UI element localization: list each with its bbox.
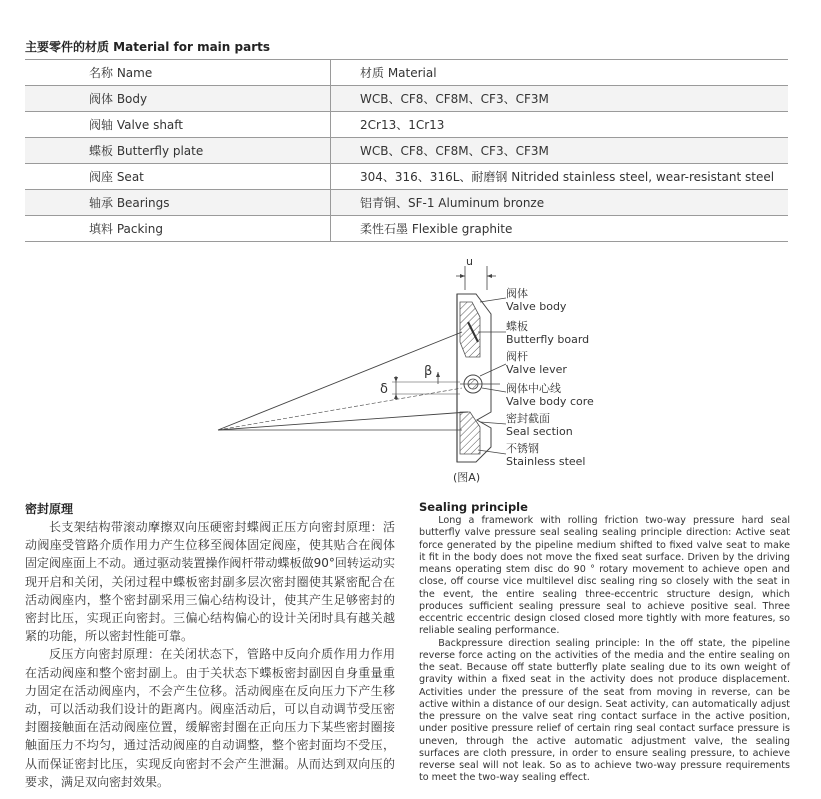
zh-paragraph: 反压方向密封原理：在关闭状态下，管路中反向介质作用力作用在活动阀座和整个密封副上。由于关状态下蝶板密封副因自身重量重力固定在活动阀座内，不会产生位移。活动阀座在反向压力下产生移动，可以活动我们设计的距离内。阀座活动后，可以自动调节受压密封圈接触面在活动阀座位置，缓解密封圈在正向压力下某些密封圈接触面压力不均匀，通过活动阀座的自动调整，整个密封面均不受压，从而保证密封比压，实现反向密封不会产生泄漏。从而达到双向压的要求，满足双向密封效果。 [25, 647, 395, 789]
diagram-label-en: Valve body core [506, 395, 594, 408]
diagram-label-en: Stainless steel [506, 455, 586, 468]
zh-paragraph: 长支架结构带滚动摩擦双向压硬密封蝶阀正压方向密封原理：活动阀座受管路介质作用力产生位移至阀体固定阀座，使其贴合在阀体固定阀座面上不动。通过驱动装置操作阀杆带动蝶板做90°回转运动实现开启和关闭，关闭过程中蝶板密封副多层次密封圈使其紧密配合在活动阀座内，整个密封副采用三偏心结构设计，使其产生足够密封的密封比压，实现正向密封。三偏心结构偏心的设计关闭时具有越关越紧的功能，所以密封性能可靠。 [25, 520, 395, 644]
diagram-label [506, 442, 585, 468]
seal-diagram [210, 255, 630, 492]
diagram-label-zh: 密封截面 [506, 412, 550, 425]
diagram-label-zh: 阀体 [506, 287, 528, 300]
part-name-cell: 轴承 Bearings [25, 190, 331, 216]
table-header-row [25, 60, 788, 86]
part-material-cell: 柔性石墨 Flexible graphite [331, 216, 789, 242]
diagram-label [506, 350, 567, 376]
angle-beta-symbol: β [424, 364, 433, 379]
table-row [25, 190, 788, 216]
zh-sealing-title: 密封原理 [25, 502, 74, 516]
diagram-label-zh: 不锈钢 [506, 442, 539, 455]
diagram-label-en: Valve body [506, 300, 567, 313]
offset-delta-symbol: δ [380, 382, 388, 397]
part-name-cell: 阀体 Body [25, 86, 331, 112]
diagram-label-zh: 阀体中心线 [506, 382, 561, 395]
part-material-cell: 304、316、316L、耐磨钢 Nitrided stainless steel, wear-resistant steel [331, 164, 789, 190]
diagram-label [506, 382, 594, 408]
materials-table [25, 59, 788, 242]
table-row [25, 86, 788, 112]
part-name-cell: 填料 Packing [25, 216, 331, 242]
diagram-label-zh: 蝶板 [506, 320, 528, 333]
diagram-caption: (图A) [453, 471, 481, 484]
diagram-label-en: Seal section [506, 425, 573, 438]
diagram-label [506, 320, 589, 346]
part-material-cell: WCB、CF8、CF8M、CF3、CF3M [331, 86, 789, 112]
materials-section-title: 主要零件的材质 Material for main parts [25, 40, 270, 54]
part-name-cell: 名称 Name [25, 60, 331, 86]
table-row [25, 164, 788, 190]
diagram-label-zh: 阀杆 [506, 350, 528, 363]
diagram-label [506, 412, 573, 438]
diagram-label [506, 287, 566, 313]
part-name-cell: 蝶板 Butterfly plate [25, 138, 331, 164]
table-row [25, 216, 788, 242]
table-row [25, 112, 788, 138]
en-sealing-title: Sealing principle [419, 500, 528, 514]
part-material-cell: 材质 Material [331, 60, 789, 86]
diagram-label-en: Butterfly board [506, 333, 590, 346]
part-material-cell: 铝青铜、SF-1 Aluminum bronze [331, 190, 789, 216]
part-name-cell: 阀轴 Valve shaft [25, 112, 331, 138]
part-material-cell: 2Cr13、1Cr13 [331, 112, 789, 138]
table-row [25, 138, 788, 164]
part-name-cell: 阀座 Seat [25, 164, 331, 190]
en-sealing-text [419, 515, 790, 785]
dimension-u-symbol: u [466, 255, 473, 268]
en-paragraph: Backpressure direction sealing principle: In the off state, the pipeline reverse force acting on the activities of the media and the entire sealing on the seat. Because off state butterfly plate sealing due to its own weight of gravity within a fixed seat in the activity does not produce displacement. Activities under the pressure of the seat from moving in reverse, can be active within a distance of our design. Seat activity, can automatically adjust the pressure on the valve seat ring contact surface in the active position, under positive pressure relief of certain ring seal contact surface pressure is uneven, through the active automatic adjustment valve, the sealing surfaces are cloth pressure, in order to ensure sealing pressure, to achieve reverse seal will not leak. So as to achieve two-way pressure requirements to meet the two-way sealing effect. [419, 637, 790, 784]
en-paragraph: Long a framework with rolling friction two-way pressure hard seal butterfly valve pressure seal sealing sealing principle direction: Active seat force generated by the pipeline medium shifted to fixed valve seat to make it fit in the body does not move the fixed seat surface. Driven by the driving means operating stem disc do 90 ° rotary movement to achieve open and close, off course vice multilevel disc sealing ring so closely with the seat in the event, the entire sealing three-eccentric structure design, which produces sufficient sealing pressure seal to achieve positive seal. Three eccentric eccentric design closed closed more tightly with more features, so reliable sealing performance. [419, 515, 790, 637]
zh-sealing-text [25, 518, 395, 791]
diagram-label-en: Valve lever [506, 363, 567, 376]
part-material-cell: WCB、CF8、CF8M、CF3、CF3M [331, 138, 789, 164]
